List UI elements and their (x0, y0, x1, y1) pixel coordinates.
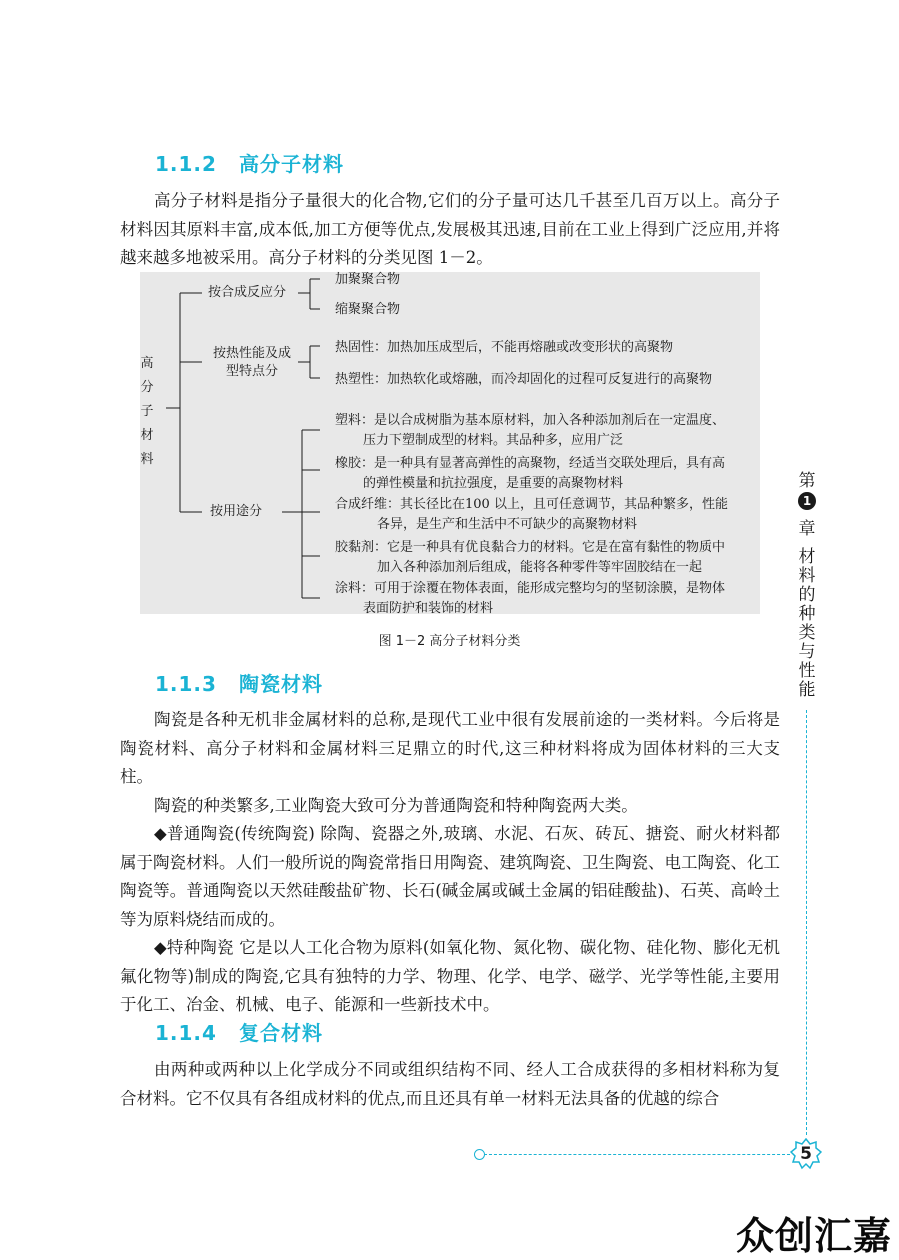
chapter-zhang: 章 (798, 519, 816, 539)
composite-paragraph (120, 1056, 780, 1113)
branch-thermal-item: 热固性：加热加压成型后，不能再熔融或改变形状的高聚物 (335, 340, 674, 355)
footer-dashed-line (484, 1154, 790, 1155)
section-number: 1.1.3 (155, 672, 217, 696)
branch-usage-label: 按用途分 (210, 504, 263, 519)
chapter-title-vertical: 材 料 的 种 类 与 性 能 (798, 547, 816, 700)
ceramic-paragraphs (120, 706, 780, 1020)
branch-thermal-label-line1: 按热性能及成 (212, 346, 291, 361)
section-heading-1-1-2 (155, 148, 344, 177)
paragraph-text: 由两种或两种以上化学成分不同或组织结构不同、经人工合成获得的多相材料称为复合材料。它不仅具有各组成材料的优点,而且还具有单一材料无法具备的优越的综合 (120, 1060, 780, 1108)
figure-caption: 图 1－2 高分子材料分类 (378, 634, 521, 649)
watermark-logo: 众创汇嘉 (736, 1214, 893, 1258)
paragraph-text: 高分子材料是指分子量很大的化合物,它们的分子量可达几千甚至几百万以上。高分子材料因其原料丰富,成本低,加工方便等优点,发展极其迅速,目前在工业上得到广泛应用,并将越来越多地被采用。高分子材料的分类见图 1－2。 (120, 191, 780, 267)
section-title: 高分子材料 (238, 152, 344, 176)
chapter-di: 第 (798, 471, 816, 491)
branch-synthesis-item: 缩聚聚合物 (335, 302, 401, 317)
paragraph-text: 陶瓷的种类繁多,工业陶瓷大致可分为普通陶瓷和特种陶瓷两大类。 (154, 795, 638, 815)
paragraph-text: 陶瓷是各种无机非金属材料的总称,是现代工业中很有发展前途的一类材料。今后将是陶瓷材料、高分子材料和金属材料三足鼎立的时代,这三种材料将成为固体材料的三大支柱。 (120, 710, 780, 786)
footer-dot-marker (474, 1149, 485, 1160)
chapter-number-badge: 1 (798, 492, 816, 510)
section-number: 1.1.2 (155, 152, 217, 176)
usage-item: 橡胶：是一种具有显著高弹性的高聚物，经适当交联处理后，具有高 的弹性模量和抗拉强度，是重要的高聚物材料 (335, 456, 726, 491)
usage-item: 涂料：可用于涂覆在物体表面，能形成完整均匀的坚韧涂膜，是物体 表面防护和装饰的材料 (335, 581, 726, 616)
section-heading-1-1-3 (155, 668, 323, 697)
page-number-badge (790, 1138, 822, 1170)
polymer-paragraph (120, 187, 780, 273)
section-number: 1.1.4 (155, 1021, 217, 1045)
sidebar-dashed-line (806, 710, 807, 1135)
usage-item: 塑料：是以合成树脂为基本原材料，加入各种添加剂后在一定温度、 压力下塑制成型的材料。其品种多，应用广泛 (335, 413, 726, 448)
branch-thermal-label-line2: 型特点分 (225, 364, 278, 379)
section-heading-1-1-4 (155, 1017, 323, 1046)
usage-item: 合成纤维：其长径比在100 以上，且可任意调节，其品种繁多，性能 各异，是生产和生活中不可缺少的高聚物材料 (335, 497, 728, 532)
root-label: 高 分 子 材 料 (140, 356, 154, 467)
classification-figure (140, 272, 760, 614)
page-number: 5 (800, 1144, 812, 1164)
section-title: 复合材料 (238, 1021, 323, 1045)
paragraph-text: ◆特种陶瓷 它是以人工化合物为原料(如氧化物、氮化物、碳化物、硅化物、膨化无机氟化物等)制成的陶瓷,它具有独特的力学、物理、化学、电学、磁学、光学等性能,主要用于化工、冶金、机械、电子、能源和一些新技术中。 (120, 938, 780, 1014)
branch-synthesis-label: 按合成反应分 (208, 285, 287, 300)
paragraph-text: ◆普通陶瓷(传统陶瓷) 除陶、瓷器之外,玻璃、水泥、石灰、砖瓦、搪瓷、耐火材料都属于陶瓷材料。人们一般所说的陶瓷常指日用陶瓷、建筑陶瓷、卫生陶瓷、电工陶瓷、化工陶瓷等。普通陶瓷以天然硅酸盐矿物、长石(碱金属或碱土金属的铝硅酸盐)、石英、高岭土等为原料烧结而成的。 (120, 824, 780, 929)
branch-thermal-item: 热塑性：加热软化或熔融，而冷却固化的过程可反复进行的高聚物 (335, 372, 713, 387)
section-title: 陶瓷材料 (238, 672, 323, 696)
branch-synthesis-item: 加聚聚合物 (335, 272, 401, 287)
usage-item: 胶黏剂：它是一种具有优良黏合力的材料。它是在富有黏性的物质中 加入各种添加剂后组成，能将各种零件等牢固胶结在一起 (335, 540, 726, 575)
